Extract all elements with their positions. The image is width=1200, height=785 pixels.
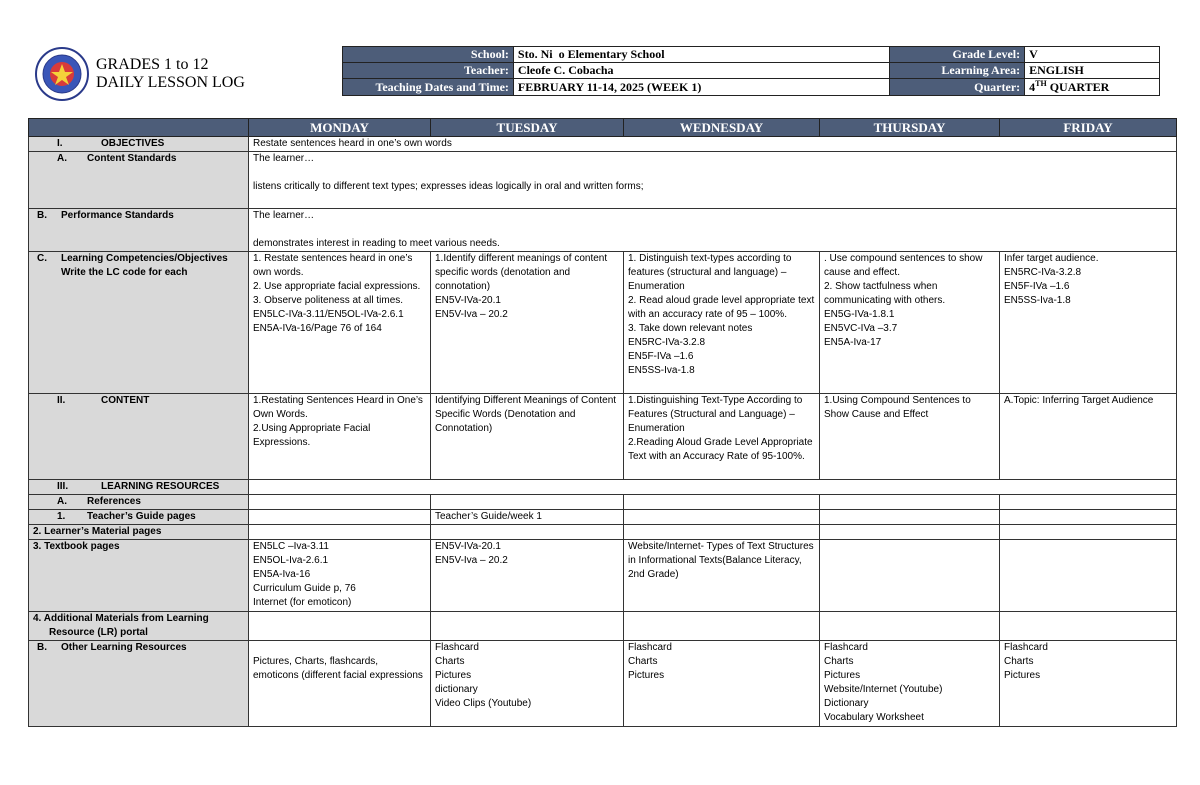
content-thursday: 1.Using Compound Sentences to Show Cause and Effect [820, 394, 1000, 480]
document-title [96, 56, 245, 92]
textbook-wednesday: Website/Internet- Types of Text Structures in Informational Texts(Balance Literacy, 2nd Grade) [624, 540, 820, 612]
references-wednesday [624, 495, 820, 510]
additional-materials-row [29, 612, 1177, 641]
day-header-row [29, 119, 1177, 137]
content-standards-text: The learner… listens critically to different text types; expresses ideas logically in oral and written forms; [249, 152, 1177, 209]
objectives-label [29, 137, 249, 152]
learners-material-label: 2. Learner’s Material pages [29, 525, 249, 540]
quarter-number: 4 [1029, 80, 1036, 94]
competencies-friday: Infer target audience. EN5RC-IVa-3.2.8 EN5F-IVa –1.6 EN5SS-Iva-1.8 [1000, 252, 1177, 394]
competencies-num: C. [37, 253, 47, 264]
other-resources-tuesday: Flashcard Charts Pictures dictionary Video Clips (Youtube) [431, 641, 624, 727]
quarter-label: Quarter: [890, 79, 1025, 96]
teaching-dates-label: Teaching Dates and Time: [343, 79, 514, 96]
learners-material-wednesday [624, 525, 820, 540]
content-standards-label [29, 152, 249, 209]
day-monday: MONDAY [249, 119, 431, 137]
school-value: Sto. Ni o Elementary School [513, 47, 889, 63]
content-standards-title: Content Standards [87, 153, 177, 164]
performance-standards-row [29, 209, 1177, 252]
teachers-guide-title: Teacher’s Guide pages [87, 511, 196, 522]
learners-material-row [29, 525, 1177, 540]
learning-resources-empty [249, 480, 1177, 495]
content-standards-row [29, 152, 1177, 209]
content-tuesday: Identifying Different Meanings of Content Specific Words (Denotation and Connotation) [431, 394, 624, 480]
competencies-wednesday: 1. Distinguish text-types according to features (structural and language) – Enumeration 2. Read aloud grade level appropriate text with an accuracy rate of 95 – 100%. 3. Take down relevant notes EN5RC-IVa-3.2.8 EN5F-IVa –1.6 EN5SS-Iva-1.8 [624, 252, 820, 394]
teaching-dates-value: FEBRUARY 11-14, 2025 (WEEK 1) [513, 79, 889, 96]
performance-standards-num: B. [37, 210, 47, 221]
references-row [29, 495, 1177, 510]
additional-materials-label [29, 612, 249, 641]
performance-standards-text: The learner… demonstrates interest in reading to meet various needs. [249, 209, 1177, 252]
teachers-guide-monday [249, 510, 431, 525]
learning-resources-row [29, 480, 1177, 495]
quarter-value [1025, 79, 1160, 96]
learning-resources-label [29, 480, 249, 495]
content-title: CONTENT [101, 395, 150, 406]
other-resources-label [29, 641, 249, 727]
other-resources-monday: Pictures, Charts, flashcards, emoticons (different facial expressions [249, 641, 431, 727]
grade-level-value: V [1025, 47, 1160, 63]
references-title: References [87, 496, 141, 507]
teacher-value: Cleofe C. Cobacha [513, 63, 889, 79]
teachers-guide-num: 1. [57, 511, 66, 522]
additional-wednesday [624, 612, 820, 641]
day-thursday: THURSDAY [820, 119, 1000, 137]
grade-level-label: Grade Level: [890, 47, 1025, 63]
textbook-tuesday: EN5V-IVa-20.1 EN5V-Iva – 20.2 [431, 540, 624, 612]
lesson-log-table [28, 118, 1177, 727]
learners-material-monday [249, 525, 431, 540]
references-thursday [820, 495, 1000, 510]
references-tuesday [431, 495, 624, 510]
content-monday: 1.Restating Sentences Heard in One’s Own Words. 2.Using Appropriate Facial Expressions. [249, 394, 431, 480]
additional-monday [249, 612, 431, 641]
deped-seal-logo [28, 46, 92, 102]
content-standards-num: A. [57, 153, 67, 164]
day-tuesday: TUESDAY [431, 119, 624, 137]
content-label [29, 394, 249, 480]
objectives-title: OBJECTIVES [101, 138, 165, 149]
references-label [29, 495, 249, 510]
performance-standards-title: Performance Standards [61, 210, 174, 221]
learning-area-label: Learning Area: [890, 63, 1025, 79]
additional-tuesday [431, 612, 624, 641]
teachers-guide-label [29, 510, 249, 525]
content-friday: A.Topic: Inferring Target Audience [1000, 394, 1177, 480]
textbook-row [29, 540, 1177, 612]
competencies-monday: 1. Restate sentences heard in one’s own words. 2. Use appropriate facial expressions. 3. Observe politeness at all times. EN5LC-IVa-3.11/EN5OL-IVa-2.6.1 EN5A-IVa-16/Page 76 of 164 [249, 252, 431, 394]
additional-materials-line2: Resource (LR) portal [49, 627, 148, 638]
textbook-thursday [820, 540, 1000, 612]
additional-friday [1000, 612, 1177, 641]
competencies-tuesday: 1.Identify different meanings of content specific words (denotation and connotation) EN5V-IVa-20.1 EN5V-Iva – 20.2 [431, 252, 624, 394]
learning-area-value: ENGLISH [1025, 63, 1160, 79]
textbook-friday [1000, 540, 1177, 612]
textbook-label: 3. Textbook pages [29, 540, 249, 612]
other-resources-row [29, 641, 1177, 727]
additional-thursday [820, 612, 1000, 641]
learners-material-tuesday [431, 525, 624, 540]
teachers-guide-wednesday [624, 510, 820, 525]
teachers-guide-row [29, 510, 1177, 525]
references-friday [1000, 495, 1177, 510]
learners-material-thursday [820, 525, 1000, 540]
quarter-suffix: TH [1035, 79, 1047, 88]
other-resources-num: B. [37, 642, 47, 653]
content-num: II. [57, 395, 66, 406]
competencies-title: Learning Competencies/Objectives [61, 253, 228, 264]
title-line-2: DAILY LESSON LOG [96, 74, 245, 91]
competencies-row [29, 252, 1177, 394]
day-friday: FRIDAY [1000, 119, 1177, 137]
school-label: School: [343, 47, 514, 63]
objectives-row [29, 137, 1177, 152]
other-resources-thursday: Flashcard Charts Pictures Website/Internet (Youtube) Dictionary Vocabulary Worksheet [820, 641, 1000, 727]
other-resources-title: Other Learning Resources [61, 642, 187, 653]
day-header-blank [29, 119, 249, 137]
objectives-num: I. [57, 138, 63, 149]
competencies-thursday: . Use compound sentences to show cause and effect. 2. Show tactfulness when communicating with others. EN5G-IVa-1.8.1 EN5VC-IVa –3.7 EN5A-Iva-17 [820, 252, 1000, 394]
performance-standards-label [29, 209, 249, 252]
objectives-text: Restate sentences heard in one’s own words [249, 137, 1177, 152]
other-resources-wednesday: Flashcard Charts Pictures [624, 641, 820, 727]
quarter-text: QUARTER [1046, 80, 1110, 94]
other-resources-friday: Flashcard Charts Pictures [1000, 641, 1177, 727]
content-row [29, 394, 1177, 480]
content-wednesday: 1.Distinguishing Text-Type According to Features (Structural and Language) –Enumeration 2.Reading Aloud Grade Level Appropriate Text with an Accuracy Rate of 95-100%. [624, 394, 820, 480]
learning-resources-title: LEARNING RESOURCES [101, 481, 220, 492]
teachers-guide-friday [1000, 510, 1177, 525]
teachers-guide-tuesday: Teacher’s Guide/week 1 [431, 510, 624, 525]
references-monday [249, 495, 431, 510]
title-line-1: GRADES 1 to 12 [96, 56, 209, 73]
competencies-label [29, 252, 249, 394]
textbook-monday: EN5LC –Iva-3.11 EN5OL-Iva-2.6.1 EN5A-Iva-16 Curriculum Guide p, 76 Internet (for emoticon) [249, 540, 431, 612]
references-num: A. [57, 496, 67, 507]
teacher-label: Teacher: [343, 63, 514, 79]
day-wednesday: WEDNESDAY [624, 119, 820, 137]
competencies-subtitle: Write the LC code for each [61, 267, 188, 278]
learners-material-friday [1000, 525, 1177, 540]
teachers-guide-thursday [820, 510, 1000, 525]
learning-resources-num: III. [57, 481, 69, 492]
header-info-table [342, 46, 1160, 96]
additional-materials-line1: 4. Additional Materials from Learning [33, 613, 209, 624]
